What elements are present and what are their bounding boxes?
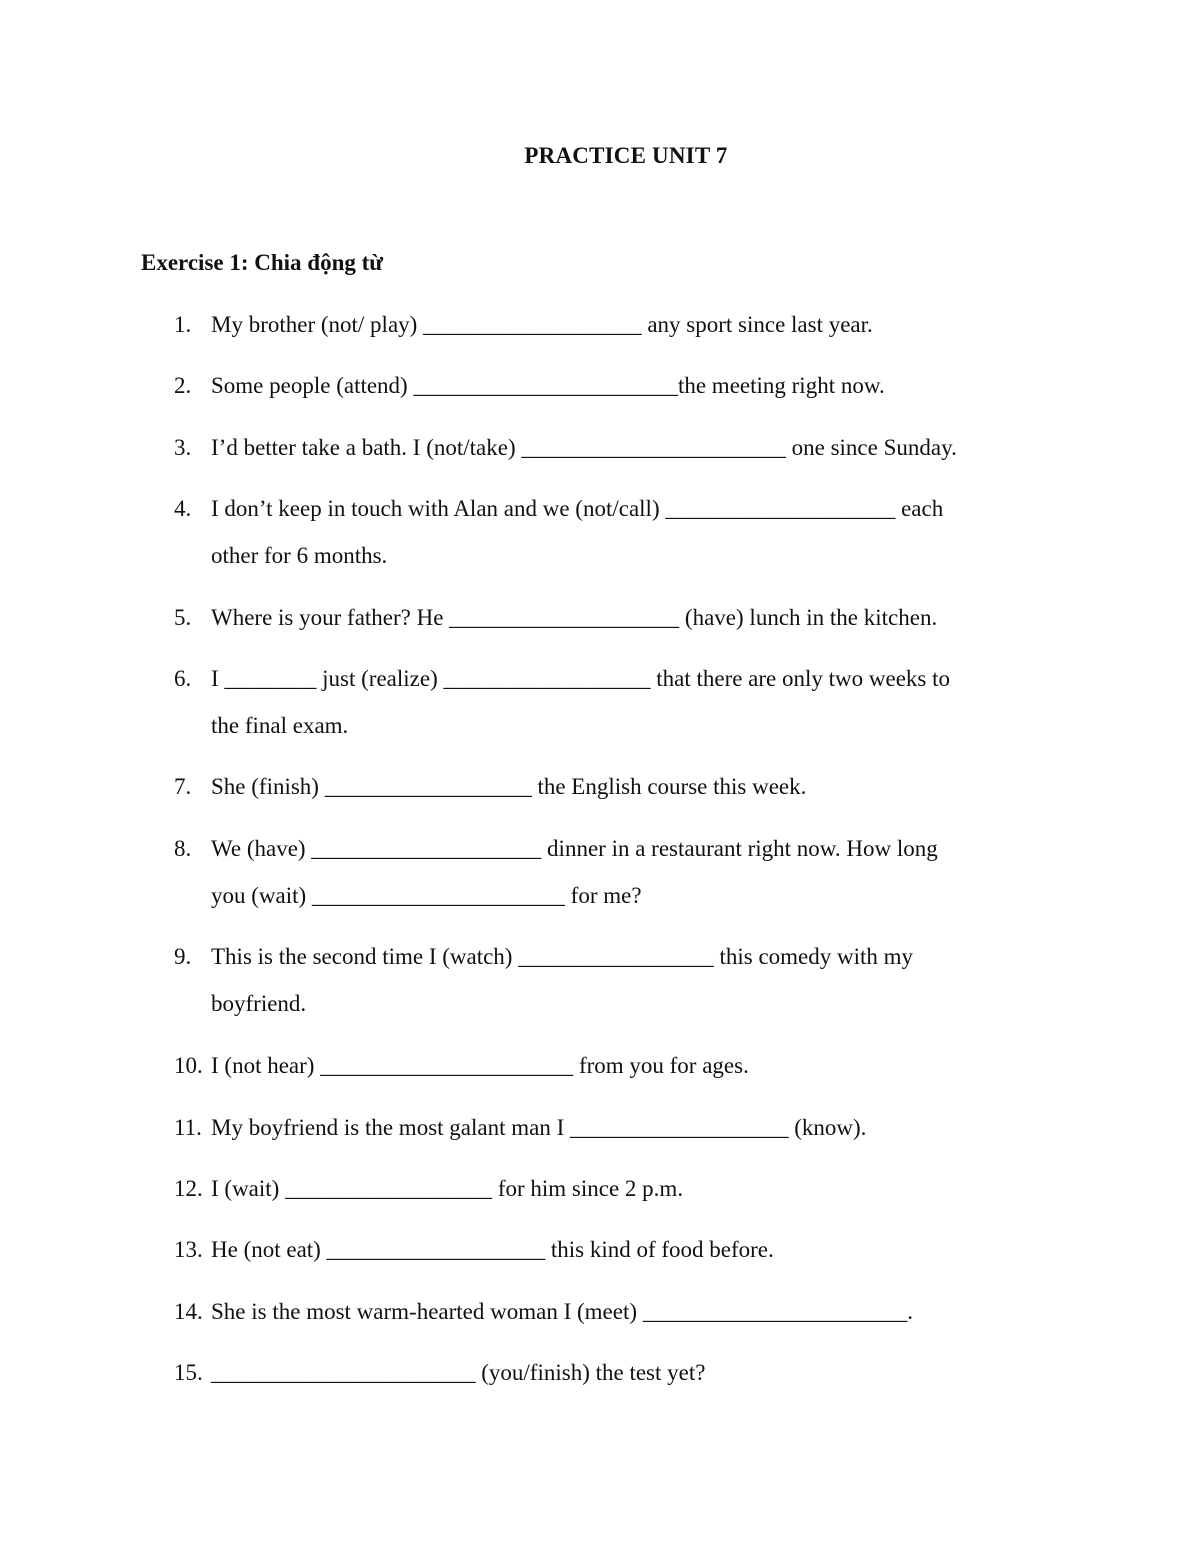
item-number: 4.	[174, 496, 192, 521]
item-text: the final exam.	[211, 713, 349, 738]
item-text: I (not hear) ______________________ from you for ages.	[211, 1053, 749, 1078]
item-number: 13.	[174, 1237, 203, 1262]
item-text: other for 6 months.	[211, 543, 388, 568]
item-text: This is the second time I (watch) _________________ this comedy with my	[211, 944, 914, 969]
item-text: boyfriend.	[211, 991, 307, 1016]
item-text: My brother (not/ play) ___________________ any sport since last year.	[211, 312, 873, 337]
item-number: 15.	[174, 1360, 203, 1385]
item-text: _______________________ (you/finish) the test yet?	[211, 1360, 706, 1385]
item-text: I ________ just (realize) __________________ that there are only two weeks to	[211, 666, 951, 691]
item-text: I don’t keep in touch with Alan and we (not/call) ____________________ each	[211, 496, 944, 521]
item-number: 10.	[174, 1053, 203, 1078]
item-text: Some people (attend) _______________________the meeting right now.	[211, 373, 885, 398]
exercise-heading: Exercise 1: Chia động từ	[141, 250, 384, 275]
item-number: 2.	[174, 373, 192, 398]
item-number: 5.	[174, 605, 192, 630]
item-text: She is the most warm-hearted woman I (meet) _______________________.	[211, 1299, 914, 1324]
item-number: 6.	[174, 666, 192, 691]
item-number: 1.	[174, 312, 192, 337]
item-number: 8.	[174, 836, 192, 861]
item-text: He (not eat) ___________________ this kind of food before.	[211, 1237, 774, 1262]
item-number: 14.	[174, 1299, 203, 1324]
item-text: I’d better take a bath. I (not/take) _______________________ one since Sunday.	[211, 435, 957, 460]
item-text: My boyfriend is the most galant man I ___________________ (know).	[211, 1115, 867, 1140]
item-number: 7.	[174, 774, 192, 799]
page-title: PRACTICE UNIT 7	[524, 143, 728, 168]
item-number: 12.	[174, 1176, 203, 1201]
item-text: Where is your father? He ____________________ (have) lunch in the kitchen.	[211, 605, 938, 630]
item-number: 9.	[174, 944, 192, 969]
item-number: 11.	[174, 1115, 202, 1140]
item-number: 3.	[174, 435, 192, 460]
item-text: I (wait) __________________ for him since 2 p.m.	[211, 1176, 684, 1201]
item-text: She (finish) __________________ the English course this week.	[211, 774, 807, 799]
item-text: We (have) ____________________ dinner in a restaurant right now. How long	[211, 836, 938, 861]
item-text: you (wait) ______________________ for me?	[211, 883, 642, 908]
